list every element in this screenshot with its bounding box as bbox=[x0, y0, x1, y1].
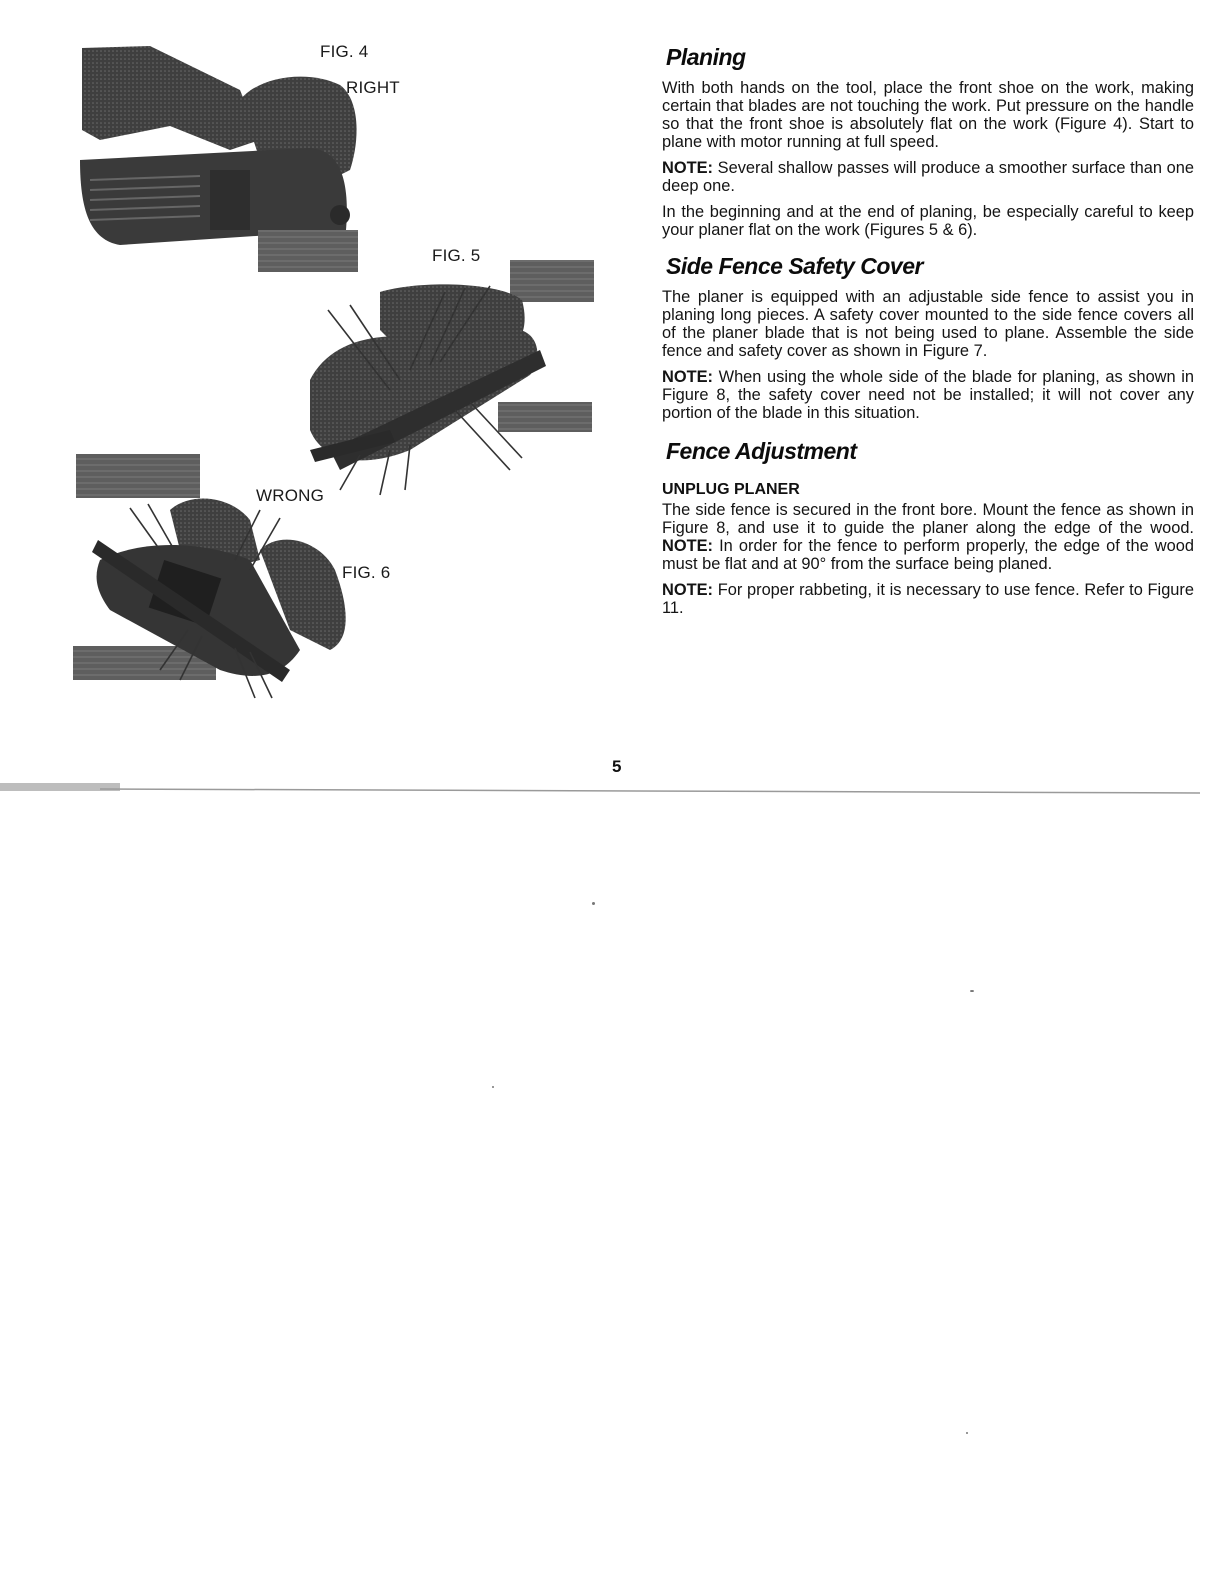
planer-illustrations bbox=[60, 30, 620, 730]
note-text: Several shallow passes will produce a smoother surface than one deep one. bbox=[662, 159, 1194, 195]
scan-edge-line bbox=[0, 783, 1224, 797]
fig4-caption-right: RIGHT bbox=[346, 78, 400, 97]
text-column bbox=[662, 44, 1194, 625]
note-label: NOTE: bbox=[662, 537, 713, 555]
paragraph-text: In order for the fence to perform properly, the edge of the wood must be flat and at 90° from the surface being planed. bbox=[662, 537, 1194, 573]
fence-adjustment-paragraph bbox=[662, 501, 1194, 573]
paragraph-text: The side fence is secured in the front bore. Mount the fence as shown in Figure 8, and use it to guide the planer along the edge of the wood. bbox=[662, 501, 1194, 537]
fig5-label: FIG. 5 bbox=[432, 246, 481, 265]
figure-area bbox=[60, 30, 620, 730]
planing-note bbox=[662, 159, 1194, 195]
fig4-illustration bbox=[80, 46, 358, 272]
note-text: When using the whole side of the blade for planing, as shown in Figure 8, the safety cover need not be installed; it will not cover any portion of the blade in this situation. bbox=[662, 368, 1194, 422]
note-label: NOTE: bbox=[662, 368, 713, 386]
unplug-warning: UNPLUG PLANER bbox=[662, 481, 800, 498]
side-fence-paragraph: The planer is equipped with an adjustable side fence to assist you in planing long pieces. A safety cover mounted to the side fence covers all of the planer blade that is not being used to plane. Assemble the side fence and safety cover as shown in Figure 7. bbox=[662, 288, 1194, 360]
fig6-caption-wrong: WRONG bbox=[256, 486, 325, 505]
fence-adjustment-note bbox=[662, 581, 1194, 617]
scan-speck bbox=[966, 1432, 968, 1434]
fig4-label: FIG. 4 bbox=[320, 42, 369, 61]
side-fence-note bbox=[662, 368, 1194, 422]
side-fence-heading: Side Fence Safety Cover bbox=[666, 253, 923, 279]
note-label: NOTE: bbox=[662, 159, 713, 177]
fence-adjustment-heading: Fence Adjustment bbox=[666, 438, 857, 464]
scan-speck bbox=[592, 902, 595, 905]
planing-heading: Planing bbox=[666, 44, 746, 70]
note-text: For proper rabbeting, it is necessary to use fence. Refer to Figure 11. bbox=[662, 581, 1194, 617]
planing-paragraph-2: In the beginning and at the end of planing, be especially careful to keep your planer flat on the work (Figures 5 & 6). bbox=[662, 203, 1194, 239]
page-number: 5 bbox=[612, 757, 622, 776]
note-label: NOTE: bbox=[662, 581, 713, 599]
fig5-illustration bbox=[310, 260, 594, 495]
scan-speck bbox=[970, 990, 974, 992]
fig6-label: FIG. 6 bbox=[342, 563, 391, 582]
scan-speck bbox=[492, 1086, 494, 1088]
planing-paragraph: With both hands on the tool, place the front shoe on the work, making certain that blades are not touching the work. Put pressure on the handle so that the front shoe is absolutely flat on the work (Figure 4). Start to plane with motor running at full speed. bbox=[662, 79, 1194, 151]
